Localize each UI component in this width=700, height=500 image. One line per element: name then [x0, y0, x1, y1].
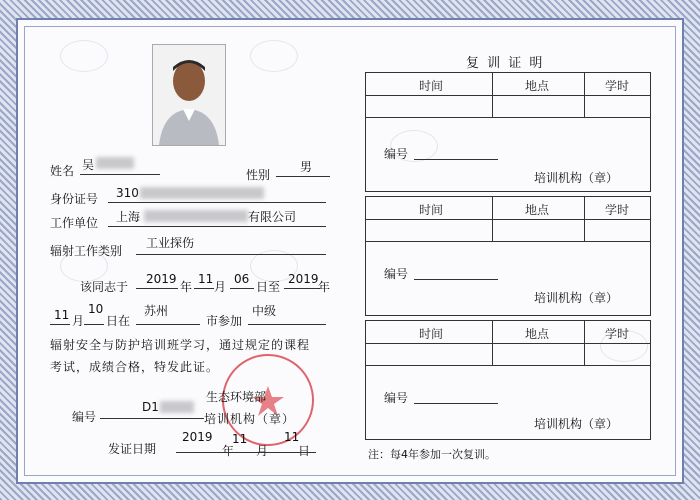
issue-year: 2019	[182, 430, 213, 444]
retraining-table-3	[365, 320, 651, 440]
issue-month: 11	[232, 432, 248, 446]
retrain-number-label: 编号	[384, 267, 409, 281]
redacted-id	[140, 187, 264, 199]
end-year-underline	[284, 288, 320, 289]
id-value: 310	[116, 186, 139, 200]
id-label: 身份证号	[50, 192, 99, 206]
city-underline	[136, 324, 200, 325]
training-city: 苏州	[144, 304, 169, 318]
person-photo-icon	[153, 45, 225, 145]
issue-ri: 日	[298, 444, 311, 458]
category-underline	[136, 254, 326, 255]
watermark-emblem	[250, 40, 298, 72]
start-day: 06	[234, 272, 250, 286]
body-line-4: 考试，成绩合格，特发此证。	[50, 360, 220, 374]
table-value-row	[366, 343, 650, 366]
start-year-underline	[136, 288, 178, 289]
certificate-number-label: 编号	[72, 410, 97, 424]
shi-canjia: 市参加	[206, 314, 243, 328]
start-month: 11	[198, 272, 214, 286]
col-divider	[492, 197, 493, 241]
category-label: 辐射工作类别	[50, 244, 123, 258]
name-label: 姓名	[50, 164, 75, 178]
col-time: 时间	[418, 203, 443, 217]
body-line-3: 辐射安全与防护培训班学习，通过规定的课程	[50, 338, 311, 352]
body-intro: 该同志于	[80, 280, 129, 294]
retrain-org-label: 培训机构（章）	[534, 417, 619, 431]
end-month-underline	[50, 324, 70, 325]
col-time: 时间	[418, 327, 443, 341]
end-month: 11	[54, 308, 70, 322]
yue-1: 月	[214, 280, 227, 294]
redacted-number	[160, 401, 194, 413]
start-year: 2019	[146, 272, 177, 286]
ri-zai: 日在	[106, 314, 131, 328]
retrain-number-underline	[414, 403, 498, 404]
gender-value: 男	[300, 160, 313, 174]
yue-2: 月	[72, 314, 85, 328]
retrain-org-label: 培训机构（章）	[534, 171, 619, 185]
issue-yue: 月	[256, 444, 269, 458]
retrain-number-label: 编号	[384, 147, 409, 161]
unit-suffix: 有限公司	[248, 210, 297, 224]
end-day-underline	[84, 324, 104, 325]
name-value: 吴	[82, 158, 95, 172]
certificate-number-value: D1	[142, 400, 159, 414]
start-day-underline	[230, 288, 254, 289]
retraining-table-2	[365, 196, 651, 316]
retrain-number-label: 编号	[384, 391, 409, 405]
table-value-row	[366, 95, 650, 118]
redacted-unit	[144, 210, 248, 222]
col-hours: 学时	[604, 327, 629, 341]
retrain-number-underline	[414, 279, 498, 280]
retrain-number-underline	[414, 159, 498, 160]
start-month-underline	[194, 288, 214, 289]
training-level: 中级	[252, 304, 277, 318]
gender-label: 性别	[246, 168, 271, 182]
holder-photo	[152, 44, 226, 146]
col-divider	[584, 321, 585, 365]
category-value: 工业探伤	[146, 236, 195, 250]
gender-underline	[276, 176, 330, 177]
col-hours: 学时	[604, 203, 629, 217]
col-place: 地点	[524, 203, 549, 217]
number-underline	[100, 418, 204, 419]
issue-date-underline	[176, 452, 316, 453]
unit-underline	[108, 226, 326, 227]
nian-2: 年	[318, 280, 331, 294]
col-place: 地点	[524, 79, 549, 93]
table-value-row	[366, 219, 650, 242]
nian-1: 年	[180, 280, 193, 294]
issue-day: 11	[284, 430, 300, 444]
col-time: 时间	[418, 79, 443, 93]
issue-nian: 年	[222, 444, 235, 458]
retraining-table-1	[365, 72, 651, 192]
issuer-name: 生态环境部	[206, 390, 267, 404]
issue-date-label: 发证日期	[108, 442, 157, 456]
id-underline	[108, 202, 326, 203]
watermark-emblem	[60, 40, 108, 72]
end-year: 2019	[288, 272, 319, 286]
end-day: 10	[88, 302, 104, 316]
col-divider	[584, 197, 585, 241]
level-underline	[248, 324, 326, 325]
unit-label: 工作单位	[50, 216, 99, 230]
name-underline	[80, 174, 160, 175]
col-divider	[584, 73, 585, 117]
col-divider	[492, 321, 493, 365]
unit-prefix: 上海	[116, 210, 141, 224]
retraining-title: 复 训 证 明	[466, 56, 545, 71]
col-divider	[492, 73, 493, 117]
col-place: 地点	[524, 327, 549, 341]
ri-zhi: 日至	[256, 280, 281, 294]
training-org-label: 培训机构（章）	[204, 412, 296, 426]
col-hours: 学时	[604, 79, 629, 93]
retrain-org-label: 培训机构（章）	[534, 291, 619, 305]
retraining-note: 注：每4年参加一次复训。	[368, 448, 496, 461]
redacted-name	[96, 157, 134, 169]
